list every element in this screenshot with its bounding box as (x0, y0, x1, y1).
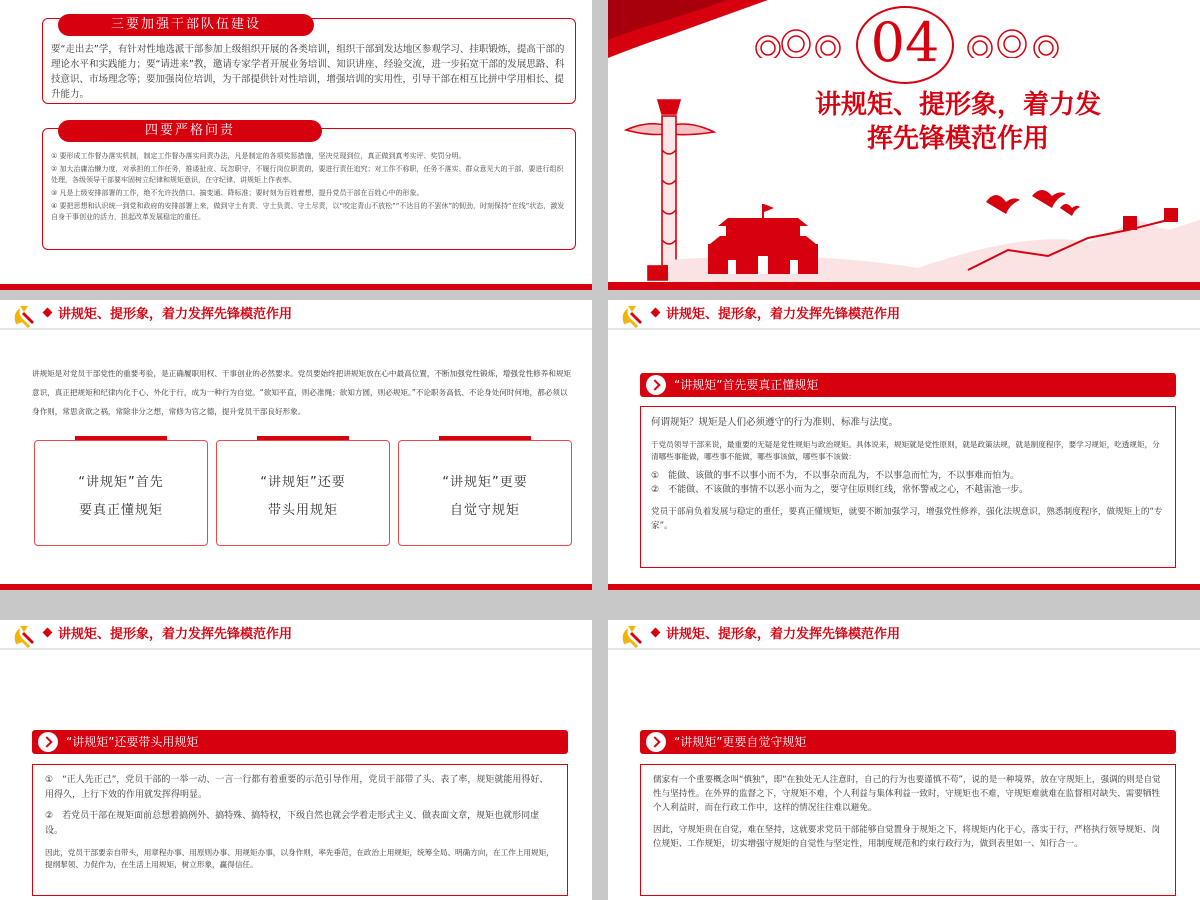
cloud-right-icon (960, 28, 1070, 58)
party-emblem-icon (618, 622, 646, 650)
header-diamond (651, 308, 661, 318)
paragraph: 因此，守规矩贵在自觉，难在坚持，这就要求党员干部能够自觉置身于规矩之下，将规矩内化于心，落实于行，严格执行领导规矩、岗位规矩、工作规矩，切实增强守规矩的自觉性与坚定性，用制度规范和约束行政行为，做到表里如一、知行合一。 (653, 825, 1161, 849)
paragraph: 因此，党员干部要亲自带头，用章程办事、用原则办事、用规矩办事，以身作则，率先垂范，在政治上用规矩，统筹全局、明确方向，在工作上用规矩，提纲挈领、力促作为，在生活上用规矩，树立形象，赢得信任。 (45, 848, 554, 869)
list-item: ② 不能做、不该做的事情不以恶小而为之，要守住原则红线，常怀警戒之心，不越雷池一步。 (651, 485, 1029, 495)
chevron-right-icon (646, 375, 666, 395)
slide-header (0, 620, 592, 652)
card-line1: “讲规矩”还要 (260, 475, 346, 490)
card-3 (398, 440, 572, 546)
header-diamond (43, 628, 53, 638)
content-panel (640, 406, 1176, 568)
party-emblem-icon (10, 622, 38, 650)
list-item: ② 若党员干部在规矩面前总想着搞例外、搞特殊、搞特权，下级自然也就会学着走形式主义、做表面文章，规矩也就形同虚设。 (45, 811, 540, 836)
slide-5 (0, 620, 592, 900)
bottom-bar (0, 284, 592, 290)
bottom-bar (608, 282, 1200, 290)
card-1 (34, 440, 208, 546)
party-emblem-icon (618, 302, 646, 330)
list-item: ① “正人先正己”，党员干部的一举一动、一言一行都有着重要的示范引导作用，党员干部带了头、表了率，规矩就能用得好、用得久，上行下效的作用就发挥得明显。 (45, 775, 549, 800)
card-top-bar (439, 436, 531, 440)
header-title: 讲规矩、提形象，着力发挥先锋模范作用 (58, 627, 293, 642)
section-title-line1: 讲规矩、提形象，着力发 (814, 90, 1101, 120)
card-line2: 要真正懂规矩 (78, 503, 163, 518)
slide-header (608, 300, 1200, 332)
header-line (0, 648, 592, 650)
card-top-bar (257, 436, 349, 440)
card-top-bar (75, 436, 167, 440)
chevron-right-icon (646, 732, 666, 752)
section-4-list (51, 151, 567, 223)
section-bar (640, 373, 1176, 397)
section-bar-title: “讲规矩”首先要真正懂规矩 (674, 378, 819, 392)
cloud-left-icon (748, 28, 858, 58)
section-3-text: 要“走出去”学，有针对性地选派干部参加上级组织开展的各类培训，组织干部到发达地区参观学习、挂职锻炼，提高干部的理论水平和实践能力；要“请进来”教，邀请专家学者开展业务培训、知识讲座、经验交流，进一步拓宽干部的发展思路、科技意识、市场理念等；要加强岗位培训，为干部提供针对性培训，增强培训的实用性，引导干部在相互比拼中学用相长、提升能力。 (51, 44, 565, 100)
party-emblem-icon (10, 302, 38, 330)
slide-2 (608, 0, 1200, 290)
section-title-line2: 挥先锋模范作用 (866, 124, 1049, 154)
bottom-bar (0, 584, 592, 590)
card-line2: 带头用规矩 (267, 503, 338, 518)
slide-header (0, 300, 592, 332)
section-4-title: 四要严格问责 (58, 120, 322, 142)
header-title: 讲规矩、提形象，着力发挥先锋模范作用 (666, 307, 901, 322)
card-line2: 自觉守规矩 (449, 503, 520, 518)
list-item: ① 能做、该做的事不以事小而不为，不以事杂而乱为，不以事急而忙为，不以事难而怕为。 (651, 471, 1020, 481)
list-item: ④ 要把思想和认识统一到党和政府的安排部署上来，做到守土有责、守土负责、守土尽责，以“咬定青山不放松”“不达目的不罢休”的韧劲，时刻保持“在线”状态，激发自身干事创业的活力，担起改革发展稳定的重任。 (51, 202, 565, 221)
header-line (608, 648, 1200, 650)
card-2 (216, 440, 390, 546)
bottom-bar (608, 584, 1200, 590)
paragraph: 儒家有一个重要概念叫“慎独”，即“在独处无人注意时，自己的行为也要谨慎不苟”，说的是一种境界，放在守规矩上，强调的则是自觉性与坚持性。在外界的监督之下，守规矩不难，个人利益与集体利益一致时，守规矩也不难，守规矩难就难在监督相对缺失、需要牺牲个人利益时，而在行政工作中，这样的情况往往难以避免。 (653, 775, 1161, 813)
section-title (738, 88, 1178, 156)
section-bar-title: “讲规矩”更要自觉守规矩 (674, 735, 807, 749)
paragraph: 于党员领导干部来说，最重要的无疑是党性规矩与政治规矩。具体说来，规矩就是党性原则，就是政策法规，就是制度程序，要学习规矩，吃透规矩，分清哪些事能做，哪些事不能做，哪些事该做，哪些事不该做： (651, 440, 1160, 461)
slide-4 (608, 300, 1200, 590)
slide-3 (0, 300, 592, 590)
header-line (608, 328, 1200, 330)
section-bar (640, 730, 1176, 754)
slide-1 (0, 0, 592, 290)
header-title: 讲规矩、提形象，着力发挥先锋模范作用 (58, 307, 293, 322)
card-line1: “讲规矩”首先 (78, 475, 164, 490)
header-line (0, 328, 592, 330)
section-4-box (42, 128, 576, 250)
paragraph: 党员干部肩负着发展与稳定的重任，要真正懂规矩，就要不断加强学习，增强党性修养，强化法规意识，熟悉制度程序，做规矩上的“专家”。 (651, 507, 1163, 531)
section-number: 04 (870, 11, 940, 74)
card-line1: “讲规矩”更要 (442, 475, 528, 490)
slide-6 (608, 620, 1200, 900)
content-panel (32, 764, 568, 896)
header-diamond (651, 628, 661, 638)
chevron-right-icon (38, 732, 58, 752)
list-item: ② 加大治庸治懒力度，对承担的工作任务，推诿扯皮、玩忽职守，不履行岗位职责的，要进行责任追究；对工作不称职，任务不落实、群众意见大的干部，要进行组织处理，各级领导干部要牢固树立纪律和规矩意识，在守纪律、讲规矩上作表率。 (51, 165, 564, 184)
header-diamond (43, 308, 53, 318)
content-panel (640, 764, 1176, 896)
section-3-title: 三要加强干部队伍建设 (58, 14, 314, 36)
intro-text: 讲规矩是对党员干部党性的重要考验，是正确履职用权、干事创业的必然要求。党员要始终把讲规矩放在心中最高位置，不断加强党性锻炼，增强党性修养和规矩意识，真正把规矩和纪律内化于心、外化于行，成为一种行为自觉。“欲知平直，则必准绳；欲知方圆，则必规矩。”不论职务高低、不论身处何时何地，都必须以身作则，常思贪欲之祸，常除非分之想，常修为官之德，提升党员干部良好形象。 (32, 369, 572, 416)
list-item: ③ 凡是上级安排部署的工作，绝不允许找借口、搞变通、降标准；要时刻为百姓着想，提升党员干部在百姓心中的形象。 (51, 189, 424, 197)
slide-header (608, 620, 1200, 652)
header-title: 讲规矩、提形象，着力发挥先锋模范作用 (666, 627, 901, 642)
question-text: 何谓规矩？规矩是人们必须遵守的行为准则、标准与法度。 (651, 417, 899, 428)
section-bar (32, 730, 568, 754)
tiananmen-greatwall-icon (668, 190, 1200, 284)
list-item: ① 要形成工作督办落实机制，制定工作督办落实问责办法，凡是制定的各项奖惩措施，坚决兑现到位，真正做到真考实评、奖罚分明。 (51, 152, 466, 160)
section-bar-title: “讲规矩”还要带头用规矩 (66, 735, 199, 749)
